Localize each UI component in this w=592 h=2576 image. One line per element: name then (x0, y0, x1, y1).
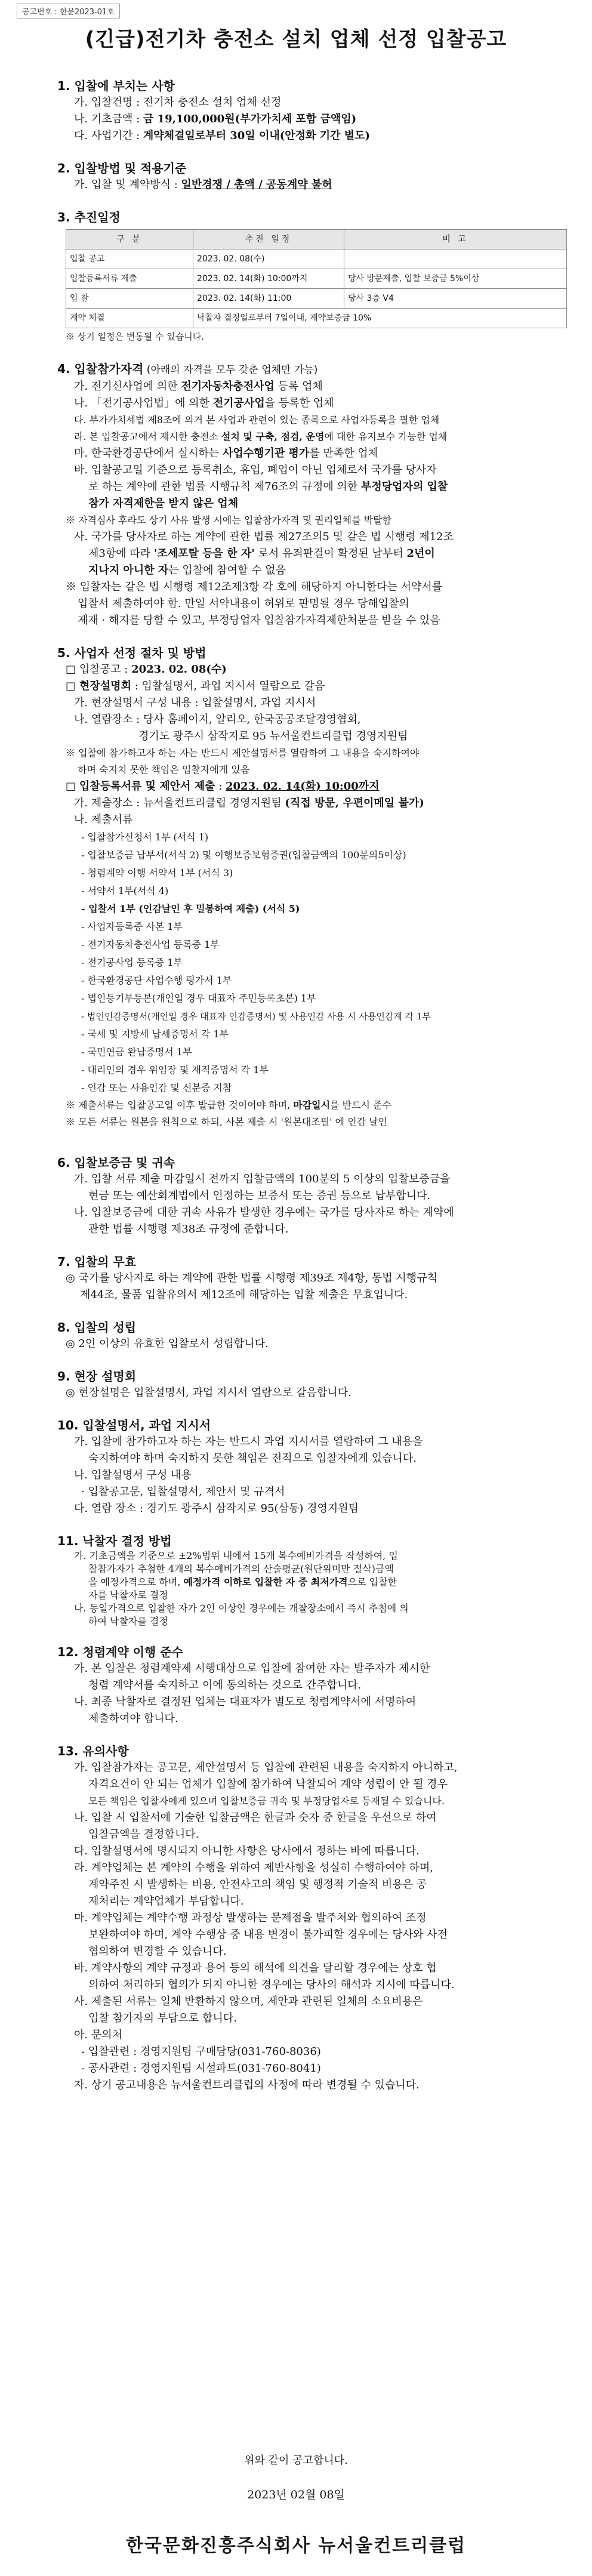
s4-sa-3: 지나지 아니한 자는 입찰에 참여할 수 없음 (88, 564, 286, 577)
s13-na-1: 나. 입찰 시 입찰서에 기술한 입찰금액은 한글과 숫자 중 한글을 우선으로 하여 (74, 1811, 437, 1824)
list-item: - 국세 및 지방세 납세증명서 각 1부 (81, 1028, 229, 1040)
s13-a: 아. 문의처 (74, 2029, 122, 2041)
s12-na-2: 제출하여야 합니다. (88, 1712, 178, 1725)
s13-sa-1: 사. 제출된 서류는 일체 반환하지 않으며, 제안과 관련된 일체의 소요비용은 (74, 1995, 423, 2008)
section-11-title: 11. 낙찰자 결정 방법 (57, 1534, 172, 1548)
s1-na: 나. 기초금액 : 금 19,100,000원(부가가치세 포함 금액임) (74, 113, 357, 125)
s13-ma-2: 보완하여야 하며, 계약 수행상 중 내용 변경이 불가피할 경우에는 당사와 사전 (88, 1928, 448, 1941)
s13-ja: 자. 상기 공고내용은 뉴서울컨트리클럽의 사정에 따라 변경될 수 있습니다. (74, 2079, 420, 2091)
table-row: 입찰등록서류 제출 2023. 02. 14(화) 10:00까지 당사 방문제출, 입찰 보증금 5%이상 (66, 269, 567, 289)
s13-ga-2: 자격요건이 안 되는 업체가 입찰에 참가하여 낙찰되어 계약 성립이 안 될 경우 (88, 1778, 448, 1791)
s4-ba-1: 바. 입찰공고일 기준으로 등록취소, 휴업, 폐업이 아닌 업체로서 국가를 당사자 (74, 464, 437, 476)
table-row: 입 찰 2023. 02. 14(화) 11:00 당사 3층 V4 (66, 289, 567, 309)
s4-ba-3: 참가 자격제한을 받지 않은 업체 (88, 497, 239, 510)
s10-ga-2: 숙지하여야 하며 숙지하지 못한 책임은 전적으로 입찰자에게 있습니다. (88, 1452, 417, 1465)
s4-da: 다. 부가가치세법 제8조에 의거 본 사업과 관련이 있는 종목으로 사업자등록을 필한 업체 (74, 414, 440, 426)
list-item: - 사업자등록증 사본 1부 (81, 921, 183, 932)
s6-na-1: 나. 입찰보증금에 대한 귀속 사유가 발생한 경우에는 국가를 당사자로 하는 계약에 (74, 1206, 454, 1219)
section-9-title: 9. 현장 설명회 (57, 1369, 137, 1383)
section-13-title: 13. 유의사항 (57, 1744, 129, 1758)
section-7-title: 7. 입찰의 무효 (57, 1255, 137, 1269)
s1-da: 다. 사업기간 : 계약체결일로부터 30일 이내(안정화 기간 별도) (74, 130, 371, 142)
s5-c-note1: ※ 제출서류는 입찰공고일 이후 발급한 것이어야 하며, 마감일시를 반드시 준수 (66, 1099, 392, 1111)
s5-briefing: □ 현장설명회 : 입찰설명서, 과업 지시서 열람으로 갈음 (57, 678, 571, 695)
s10-da: 다. 열람 장소 : 경기도 광주시 삼작지로 95(삼동) 경영지원팀 (74, 1502, 359, 1515)
s5-b-ga: 가. 현장설명서 구성 내용 : 입찰설명서, 과업 지시서 (74, 697, 316, 709)
s6-ga-2: 현금 또는 예산회계법에서 인정하는 보증서 또는 증권 등으로 납부합니다. (88, 1190, 431, 1202)
s5-c-note2: ※ 모든 서류는 원본을 원칙으로 하되, 사본 제출 시 '원본대조필' 에 인감 날인 (66, 1116, 388, 1127)
s3-note: ※ 상기 일정은 변동될 수 있습니다. (66, 331, 204, 342)
s11-na-2: 하여 낙찰자를 결정 (88, 1616, 168, 1627)
s7-l1: ◎ 국가를 당사자로 하는 계약에 관한 법률 시행령 제39조 제4항, 동법 시행규칙 (66, 1272, 437, 1284)
s4-ga: 가. 전기신사업에 의한 전기자동차충전사업 등록 업체 (74, 380, 323, 393)
required-docs-list (57, 828, 571, 1097)
s13-ba-1: 바. 계약사항의 계약 규정과 용어 등의 해석에 의견을 달리할 경우에는 상호 협 (74, 1962, 437, 1974)
s11-ga-1: 가. 기초금액을 기준으로 ±2%범위 내에서 15개 복수예비가격을 작성하여, 입 (74, 1550, 398, 1561)
list-item: - 전기공사업 등록증 1부 (81, 957, 183, 968)
s4-na: 나. 「전기공사업법」에 의한 전기공사업을 등록한 업체 (74, 397, 334, 409)
section-1-title: 1. 입찰에 부치는 사항 (57, 79, 175, 93)
section-5-title: 5. 사업자 선정 절차 및 방법 (57, 646, 206, 660)
section-2-title: 2. 입찰방법 및 적용기준 (57, 161, 187, 175)
s10-na: 나. 입찰설명서 구성 내용 (74, 1469, 192, 1481)
list-item: - 법인등기부등본(개인일 경우 대표자 주민등록초본) 1부 (81, 993, 316, 1004)
s2-ga: 가. 입찰 및 계약방식 : 일반경쟁 / 총액 / 공동계약 불허 (74, 178, 332, 191)
s13-ma-1: 마. 계약업체는 계약수행 과정상 발생하는 문제점을 발주처와 협의하여 조정 (74, 1912, 427, 1924)
s13-ra-2: 계약주진 시 발생하는 비용, 안전사고의 책임 및 행정적 기술적 비용은 공 (88, 1878, 427, 1891)
section-4-title: 4. 입찰참가자격 (아래의 자격을 모두 갖춘 업체만 가능) (57, 362, 318, 376)
s11-ga-3: 을 예정가격으로 하며, 예정가격 이하로 입찰한 자 중 최저가격으로 입찰한 (88, 1576, 397, 1588)
s5-announce: □ 입찰공고 : 2023. 02. 08(수) (57, 661, 571, 678)
s4-note-2c: 제재 · 해지를 당할 수 있고, 부정당업자 입찰참가자격제한처분을 받을 수 있음 (78, 614, 440, 627)
s6-na-2: 관한 법률 시행령 제38조 규정에 준합니다. (88, 1223, 289, 1235)
s13-ba-2: 의하여 처리하되 협의가 되지 아니한 경우에는 당사의 해석과 지시에 따릅니다. (88, 1979, 455, 1991)
section-3-title: 3. 추진일정 (57, 210, 121, 224)
s13-ga-1: 가. 입찰참가자는 공고문, 제안설명서 등 입찰에 관련된 내용을 숙지하지 아니하고, (74, 1761, 458, 1774)
s13-ma-3: 협의하여 변경할 수 있습니다. (88, 1945, 227, 1958)
table-row: 입찰 공고 2023. 02. 08(수) (66, 249, 567, 269)
s13-ra-1: 라. 계약업체는 본 계약의 수행을 위하여 제반사항을 성실히 수행하여야 하며, (74, 1862, 433, 1874)
table-row: 계약 체결 낙찰자 결정일로부터 7일이내, 계약보증금 10% (66, 309, 567, 328)
s12-ga-2: 청렴 계약서를 숙지하고 이에 동의하는 것으로 간주합니다. (88, 1679, 362, 1691)
list-item: - 인감 또는 사용인감 및 신분증 지참 (81, 1082, 232, 1093)
schedule-header: 추진 일정 (193, 230, 344, 249)
s4-sa-2: 제3항에 따라 '조세포탈 등을 한 자' 로서 유죄판결이 확정된 날부터 2년이 (88, 547, 435, 560)
s4-ba-2: 로 하는 계약에 관한 법률 시행규칙 제76조의 규정에 의한 부정당업자의 입찰 (88, 480, 448, 493)
list-item: - 서약서 1부(서식 4) (81, 885, 169, 896)
s8-l1: ◎ 2인 이상의 유효한 입찰로서 성립합니다. (66, 1338, 269, 1350)
s5-b-na2: 경기도 광주시 삼작지로 95 뉴서울컨트리클럽 경영지원팀 (138, 730, 408, 742)
s6-ga-1: 가. 입찰 서류 제출 마감일시 전까지 입찰금액의 100분의 5 이상의 입찰보증금을 (74, 1173, 451, 1185)
schedule-header: 구 분 (66, 230, 193, 249)
s4-note-2b: 입찰서 제출하여야 함. 만일 서약내용이 허위로 판명될 경우 당해입찰의 (78, 597, 409, 610)
s4-ma: 마. 한국환경공단에서 실시하는 사업수행기관 평가를 만족한 업체 (74, 447, 379, 460)
s13-a-1: - 입찰관련 : 경영지원팀 구매담당(031-760-8036) (81, 2045, 321, 2058)
s13-sa-2: 입찰 참가자의 부담으로 합니다. (88, 2012, 237, 2025)
section-12-title: 12. 청렴계약 이행 준수 (57, 1645, 183, 1659)
closing-statement: 위와 같이 공고합니다. (244, 2454, 348, 2467)
schedule-header: 비 고 (344, 230, 567, 249)
list-item: - 한국환경공단 사업수행 평가서 1부 (81, 975, 232, 986)
s5-c-ga: 가. 제출장소 : 뉴서울컨트리클럽 경영지원팀 (직접 방문, 우편이메일 불가) (74, 797, 424, 809)
s10-na-item: · 입찰공고문, 입찰설명서, 제안서 및 규격서 (81, 1486, 285, 1498)
s4-sa-1: 사. 국가를 당사자로 하는 계약에 관한 법률 제27조의5 및 같은 법 시행령 제12조 (74, 531, 454, 543)
s13-ga-3: 모든 책임은 입찰자에게 있으며 입찰보증금 귀속 및 부정당업자로 등재될 수 있습니다. (88, 1795, 445, 1807)
section-10-title: 10. 입찰설명서, 과업 지시서 (57, 1418, 211, 1432)
list-item: - 입찰참가신청서 1부 (서식 1) (81, 831, 209, 843)
s5-b-na: 나. 열람장소 : 당사 홈페이지, 알리오, 한국공공조달경영협회, (74, 713, 361, 726)
section-6-title: 6. 입찰보증금 및 귀속 (57, 1155, 175, 1170)
s4-note-1: ※ 자격심사 후라도 상기 사유 발생 시에는 입찰참가자격 및 권리일체를 박탈함 (66, 514, 391, 526)
s11-na-1: 나. 동일가격으로 입찰한 자가 2인 이상인 경우에는 개찰장소에서 즉시 추첨에 의 (74, 1603, 409, 1614)
s13-ra-3: 제처리는 계약업체가 부담합니다. (88, 1895, 244, 1908)
list-item: - 청렴계약 이행 서약서 1부 (서식 3) (81, 867, 233, 879)
page-title: (긴급)전기차 충전소 설치 업체 선정 입찰공고 (85, 27, 507, 51)
s13-na-2: 입찰금액을 결정합니다. (88, 1828, 199, 1841)
s4-note-2: ※ 입찰자는 같은 법 시행령 제12조제3항 각 호에 해당하지 아니한다는 서약서를 (66, 581, 443, 593)
s11-ga-2: 찰참가자가 추첨한 4개의 복수예비가격의 산술평균(원단위미만 절삭)금액 (88, 1563, 394, 1574)
list-item: - 전기자동차충전사업 등록증 1부 (81, 939, 220, 950)
s5-c-na: 나. 제출서류 (74, 814, 133, 826)
notice-date: 2023년 02월 08일 (247, 2488, 345, 2501)
s11-ga-4: 자를 낙찰자로 결정 (88, 1589, 168, 1601)
list-item: - 대리인의 경우 위임장 및 재직증명서 각 1부 (81, 1064, 269, 1076)
list-item: - 입찰서 1부 (인감날인 후 밀봉하여 제출) (서식 5) (81, 903, 300, 914)
s13-da: 다. 입찰설명서에 명시되지 아니한 사항은 당사에서 정하는 바에 따릅니다. (74, 1845, 420, 1857)
schedule-table (66, 229, 567, 328)
list-item: - 법인인감증명서(개인일 경우 대표자 인감증명서) 및 사용인감 사용 시 사용인감계 각 1부 (81, 1011, 431, 1022)
list-item: - 입찰보증금 납부서(서식 2) 및 이행보증보험증권(입찰금액의 100분의5이상) (81, 849, 406, 861)
s5-b-note1: ※ 입찰에 참가하고자 하는 자는 반드시 제안설명서를 열람하여 그 내용을 숙지하여야 (66, 747, 420, 759)
list-item: - 국민연금 완납증명서 1부 (81, 1046, 192, 1058)
notice-body (57, 78, 571, 2094)
s10-ga-1: 가. 입찰에 참가하고자 하는 자는 반드시 과업 지시서를 열람하여 그 내용을 (74, 1435, 423, 1448)
s12-na-1: 나. 최종 낙찰자로 결정된 업체는 대표자가 별도로 청렴계약서에 서명하여 (74, 1696, 417, 1708)
notice-number: 공고번호 : 한문2023-01호 (17, 4, 120, 19)
s7-l2: 제44조, 물품 입찰유의서 제12조에 해당하는 입찰 제출은 무효입니다. (80, 1289, 408, 1301)
s5-submission: □ 입찰등록서류 및 제안서 제출 : 2023. 02. 14(화) 10:00까지 (57, 778, 571, 795)
s1-ga: 가. 입찰건명 : 전기차 충전소 설치 업체 선정 (74, 96, 282, 109)
s4-ra: 라. 본 입찰공고에서 제시한 충전소 설치 및 구축, 점검, 운영에 대한 유지보수 가능한 업체 (74, 431, 448, 442)
section-8-title: 8. 입찰의 성립 (57, 1320, 137, 1335)
s12-ga-1: 가. 본 입찰은 청렴계약제 시행대상으로 입찰에 참여한 자는 발주자가 제시한 (74, 1662, 430, 1675)
s9-l1: ◎ 현장설명은 입찰설명서, 과업 지시서 열람으로 갈음합니다. (66, 1386, 352, 1399)
s5-b-note2: 하며 숙지치 못한 책임은 입찰자에게 있음 (78, 764, 250, 775)
company-name: 한국문화진흥주식회사 뉴서울컨트리클럽 (125, 2535, 467, 2556)
s13-a-2: - 공사관련 : 경영지원팀 시설파트(031-760-8041) (81, 2062, 321, 2075)
